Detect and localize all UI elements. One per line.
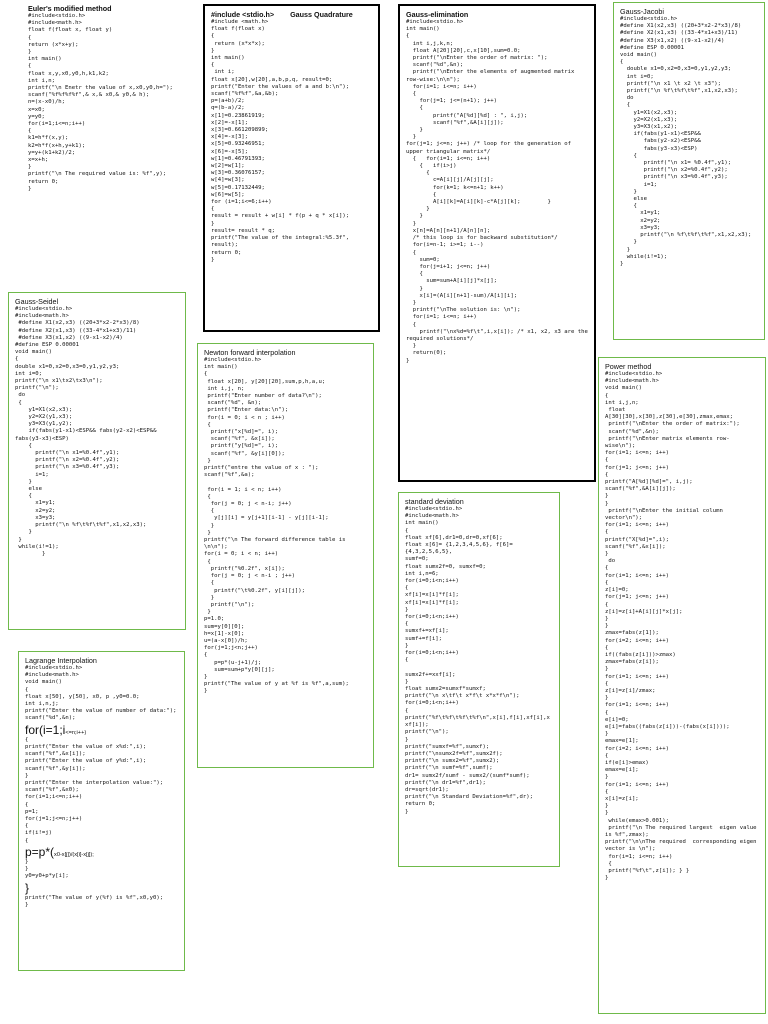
lagrange-code-part-c: } } y0=y0+p*y[i]; [25,859,69,880]
standard-deviation-title: standard deviation [405,497,464,506]
gauss-quadrature-code: #include <math.h> float f(float x) { return (x*x*x); } int main() { int i; float x[20],w[20],a,b,p,q, result=0; printf("Enter the values of a and b:\n"); scanf("%f%f",&a,&b); p=(a+b)/2; q=(b-a)/2; x[1]=0.23861919; x[2]=-x[1]; x[3]=0.661209899; x[4]=-x[3]; x[5]=0.93246951; x[6]=-x[5]; w[1]=0.46791393; w[2]=w[1]; w[3]=0.36076157; w[4]=w[3]; w[5]=0.17132449; w[6]=w[5]; for (i=1;i<=6;i++) { result = result + w[i] * f(p + q * x[i]); } result= result * q; printf("The value of the integral:%5.3f", result); return 0; } [211,19,350,263]
power-method-block [598,357,766,1014]
lagrange-code-part-d: printf("The value of y(%f) is %f",x0,y0); } [25,894,164,908]
gauss-quadrature-title: #include <stdio.h> Gauss Quadrature [211,10,353,19]
gauss-elimination-title: Gauss-elimination [406,10,469,19]
power-method-title: Power method [605,362,652,371]
gauss-quadrature-block [203,4,380,332]
lagrange-code-part-a: #include<stdio.h> #include<math.h> void main() { float x[50], y[50], x0, p ,y0=0.0; int i,n,j; printf("Enter the value of number of data:"); scanf("%d",&n); [25,665,177,722]
lagrange-interpolation-block [18,651,185,971]
lagrange-big-brace: } [25,880,30,895]
lagrange-big-for: for(i=1;i [25,722,66,737]
gauss-jacobi-title: Gauss-Jacobi [620,7,664,16]
power-method-code: #include<stdio.h> #include<math.h> void main() { int i,j,n; float A[30][30],x[30],z[30],e[30],zmax,emax; printf("\nEnter the order of matrix:"); scanf("%d",&n); printf("\nEnter matrix elements row-wise\n"); for(i=1; i<=n; i++) { for(j=1; j<=n; j++) { printf("A[%d][%d]=", i,j); scanf("%f",&A[i][j]); } } printf("\nEnter the initial column vector\n"); for(i=1; i<=n; i++) { printf("X[%d]=",i); scanf("%f",&x[i]); } do { for(i=1; i<=n; i++) { z[i]=0; for(j=1; j<=n; j++) { z[i]=z[i]+A[i][j]*x[j]; } } zmax=fabs(z[1]); for(i=2; i<=n; i++) { if((fabs(z[i]))>zmax) zmax=fabs(z[i]); } for(i=1; i<=n; i++) { z[i]=z[i]/zmax; } for(i=1; i<=n; i++) { e[i]=0; e[i]=fabs((fabs(z[i]))-(fabs(x[i]))); } emax=e[1]; for(i=2; i<=n; i++) { if(e[i]>emax) emax=e[i]; } for(i=1; i<=n; i++) { x[i]=z[i]; } } while(emax>0.001); printf("\n The required largest eigen value is %f",zmax); printf("\n\nThe required corresponding eigen vector is \n"); for(i=1; i<=n; i++) { printf("%f\t",z[i]); } } } [605,371,757,882]
gauss-jacobi-code: #include<stdio.h> #define X1(x2,x3) ((20+3*x2-2*x3)/8) #define X2(x1,x3) ((33-4*x1+x3)/11) #define X3(x1,x2) ((9-x1-x2)/4) #define ESP 0.00001 void main() { double x1=0,x2=0,x3=0,y1,y2,y3; int i=0; printf("\n x1 \t x2 \t x3"); printf("\n %f\t%f\t%f",x1,x2,x3); do { y1=X1(x2,x3); y2=X2(x1,x3); y3=X3(x1,x2); if(fabs(y1-x1)<ESP&& fabs(y2-x2)<ESP&& fabs(y3-x3)<ESP) { printf("\n x1= %0.4f",y1); printf("\n x2=%0.4f",y2); printf("\n x3=%0.4f",y3); i=1; } else { x1=y1; x2=y2; x3=y3; printf("\n %f\t%f\t%f",x1,x2,x3); } } while(i!=1); } [620,16,752,267]
euler-title: Euler's modified method [28,4,112,13]
lagrange-interpolation-title: Lagrange Interpolation [25,656,97,665]
newton-interpolation-block [197,343,374,768]
standard-deviation-block [398,492,560,867]
lagrange-code-part-b: { printf("Enter the value of x%d:",i); scanf("%f",&x[i]); printf("Enter the value of y%d:",i); scanf("%f",&y[i]); } printf("Enter the interpolation value:"); scanf("%f",&x0); for(i=1;i<=n;i++) { p=1; for(j=1;j<=n;j++) { if(i!=j) { [25,736,164,844]
euler-method-block [22,0,187,300]
gauss-elimination-block [398,4,596,482]
lagrange-big-product: p=p*( [25,844,55,859]
newton-interpolation-code: #include<stdio.h> int main() { float x[20], y[20][20],sum,p,h,a,u; int i,j, n; printf("Enter number of data?\n"); scanf("%d", &n); printf("Enter data:\n"); for(i = 0; i < n ; i++) { printf("x[%d]=", i); scanf("%f", &x[i]); printf("y[%d]=", i); scanf("%f", &y[i][0]); } printf("entre the value of x : "); scanf("%f",&a); for(i = 1; i < n; i++) { for(j = 0; j < n-i; j++) { y[j][i] = y[j+1][i-1] - y[j][i-1]; } } printf("\n The forward difference table is \n\n"); for(i = 0; i < n; i++) { printf("%0.2f", x[i]); for(j = 0; j < n-i ; j++) { printf("\t%0.2f", y[i][j]); } printf("\n"); } p=1.0; sum=y[0][0]; h=x[1]-x[0]; u=(a-x[0])/h; for(j=1;j<n;j++) { p=p*(u-j+1)/j; sum=sum+p*y[0][j]; } printf("The value of y at %f is %f",a,sum); } [204,357,349,695]
euler-code: #include<stdio.h> #include<math.h> float f(float x, float y) { return (x*x+y); } int main() { float x,y,x0,y0,h,k1,k2; int i,n; printf("\n Enetr the value of x,x0,y0,h="); scanf("%f%f%f%f",& x,& x0,& y0,& h); n=(x-x0)/h; x=x0; y=y0; for(i=1;i<=n;i++) { k1=h*f(x,y); k2=h*f(x+h,y+k1); y=y+(k1+k2)/2; x=x+h; } printf("\n The required value is: %f",y); return 0; } [28,13,173,192]
gauss-seidel-code: #include<stdio.h> #include<math.h> #define X1(x2,x3) ((20+3*x2-2*x3)/8) #define X2(x1,x3) ((33-4*x1+x3)/11) #define X3(x1,x2) ((9-x1-x2)/4) #define ESP 0.00001 void main() { double x1=0,x2=0,x3=0,y1,y2,y3; int i=0; printf("\n x1\tx2\tx3\n"); printf("\n"); do { y1=X1(x2,x3); y2=X2(y1,x3); y3=X3(y1,y2); if(fabs(y1-x1)<ESP&& fabs(y2-x2)<ESP&& fabs(y3-x3)<ESP) { printf("\n x1=%0.4f",y1); printf("\n x2=%0.4f",y2); printf("\n x3=%0.4f",y3); i=1; } else { x1=y1; x2=y2; x3=y3; printf("\n %f\t%f\t%f",x1,x2,x3); } } while(i!=1); } [15,306,157,557]
lagrange-big-product-tail: x0-x[j])/(x[i]-x[j]); [54,851,94,858]
gauss-jacobi-block [613,2,765,340]
gauss-seidel-title: Gauss-Seidel [15,297,59,306]
gauss-seidel-block [8,292,186,630]
standard-deviation-code: #include<stdio.h> #include<math.h> int main() { float xf[6],dr1=0,dr=0,xf[6]; float x[6]= {1,2,3,4,5,6}, f[6]={4,3,2,5,6,5}, sumf=0; float sumx2f=0, sumxf=0; int i,n=6; for(i=0;i<n;i++) { xf[i]=x[i]*f[i]; xf[i]=x[i]*f[i]; } for(i=0;i<n;i++) { sumxf+=xf[i]; sumf+=f[i]; } for(i=0;i<n;i++) { sumx2f+=xxf[i]; } float sumx2=sumxf*sumxf; printf("\n x\tf\t x*f\t x*x*f\n"); for(i=0;i<n;i++) { printf("%f\t%f\t%f\t%f\n",x[i],f[i],xf[i],xxf[i]); printf("\n"); } printf("sumxf=%f",sumxf); printf("\nsumx2f=%f",sumx2f); printf("\n sumx2=%f",sumx2); printf("\n sumf=%f",sumf); dr1= sumx2f/sumf - sumx2/(sumf*sumf); printf("\n dr1=%f",dr1); dr=sqrt(dr1); printf("\n Standard Deviation=%f",dr); return 0; } [405,506,550,815]
lagrange-big-for-tail: <=n;i++) [65,729,87,736]
gauss-elimination-code: #include<stdio.h> int main() { int i,j,k,n; float A[20][20],c,x[10],sum=0.0; printf("\nEnter the order of matrix: "); scanf("%d",&n); printf("\nEnter the elements of augmented matrix row-wise:\n\n"); for(i=1; i<=n; i++) { for(j=1; j<=(n+1); j++) { printf("A[%d][%d] : ", i,j); scanf("%f",&A[i][j]); } } for(j=1; j<=n; j++) /* loop for the generation of upper triangular matrix*/ { for(i=1; i<=n; i++) { if(i>j) { c=A[i][j]/A[j][j]; for(k=1; k<=n+1; k++) { A[i][k]=A[i][k]-c*A[j][k]; } } } } x[n]=A[n][n+1]/A[n][n]; /* this loop is for backward substitution*/ for(i=n-1; i>=1; i--) { sum=0; for(j=i+1; j<=n; j++) { sum=sum+A[i][j]*x[j]; } x[i]=(A[i][n+1]-sum)/A[i][i]; } printf("\nThe solution is: \n"); for(i=1; i<=n; i++) { printf("\nx%d=%f\t",i,x[i]); /* x1, x2, x3 are the required solutions*/ } return(0); } [406,19,588,364]
newton-interpolation-title: Newton forward interpolation [204,348,296,357]
